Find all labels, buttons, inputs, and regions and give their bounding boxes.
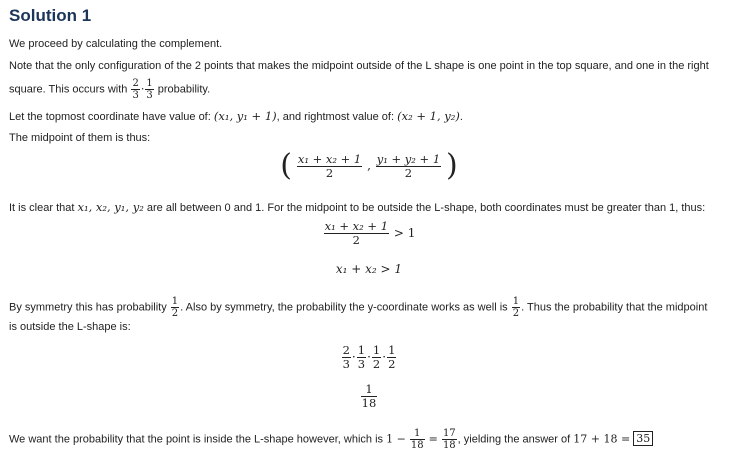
fraction-1-18 [410,428,425,451]
symmetry-text-pre: By symmetry this has probability [9,301,167,314]
numerator: 2 [132,78,139,89]
fraction-one-half-a [171,296,179,319]
dot-operator: · [382,350,387,364]
final-text-pre: We want the probability that the point is inside the L-shape however, which is [9,433,384,446]
denominator: 2 [171,308,179,319]
fraction-17-18 [442,428,457,451]
right-paren: ) [445,148,458,183]
denominator: 2 [297,166,362,180]
numerator: 17 [442,428,456,439]
numerator: x₁ + x₂ + 1 [324,219,389,233]
denominator: 2 [376,166,441,180]
denominator: 2 [512,308,520,319]
denominator: 18 [410,440,424,451]
inequality-fraction [324,220,389,247]
outside-line: is outside the L-shape is: [9,321,131,333]
denominator: 2 [372,357,381,371]
product-result [0,383,738,410]
probability-text-pre: square. This occurs with [9,83,128,96]
denominator: 2 [324,233,389,247]
product-factor-1 [342,344,351,371]
product-factor-3 [372,344,381,371]
product-factor-2 [357,344,366,371]
coordinates-line [9,109,463,124]
final-text-mid: , yielding the answer of [457,433,571,446]
symmetry-text-post: . Thus the probability that the midpoint [521,301,708,314]
topmost-coordinate: (x₁, y₁ + 1) [213,109,277,123]
denominator: 2 [388,357,396,371]
midpoint-x-fraction [297,153,362,180]
numerator: 1 [171,296,179,307]
midpoint-y-fraction [376,153,441,180]
coordinates-text-end: . [459,111,463,123]
numerator: 1 [512,296,520,307]
denominator: 18 [361,396,377,410]
boxed-answer: 35 [633,431,653,446]
numerator: x₁ + x₂ + 1 [297,151,362,166]
inequality-relation: > 1 [393,226,416,240]
final-answer-line [9,428,653,451]
probability-line [9,78,210,101]
configuration-line: Note that the only configuration of the 2 points that makes the midpoint outside of the L shape is one point in the top square, and one in the right [9,60,709,72]
equals-sign: = [428,432,438,446]
dot-operator: · [367,350,371,364]
dot-operator: · [351,350,356,364]
denominator: 18 [442,440,456,451]
left-paren: ( [280,148,292,183]
numerator: 1 [365,382,373,396]
fraction-one-half-b [512,296,520,319]
symmetry-text-mid: . Also by symmetry, the probability the y-coordinate works as well is [180,301,508,314]
coordinates-text-mid: , and rightmost value of: [276,111,395,123]
rightmost-coordinate: (x₂ + 1, y₂) [397,109,460,123]
solution-title: Solution 1 [9,6,92,25]
numerator: 1 [146,78,153,89]
product-factor-4 [387,344,396,371]
midpoint-equation [0,148,738,183]
denominator: 3 [357,357,366,371]
product-equation [0,344,738,371]
numerator: 1 [357,343,366,357]
comma: , [367,158,371,173]
numerator: 2 [342,343,350,357]
fraction-two-thirds [131,78,139,101]
answer-sum: 17 + 18 = [573,432,631,446]
inequality-equation [0,220,738,247]
one-minus: 1 − [386,432,406,446]
range-text-post: are all between 0 and 1. For the midpoint to be outside the L-shape, both coordinates must be greater than 1, thus: [146,202,706,214]
denominator: 3 [132,90,139,101]
dot-operator: · [140,82,145,96]
midpoint-intro-line: The midpoint of them is thus: [9,132,151,144]
symmetry-line [9,296,707,319]
range-line [9,200,705,215]
fraction-one-eighteenth [361,383,378,410]
probability-text-post: probability. [157,83,211,96]
range-text-pre: It is clear that [9,202,75,214]
fraction-one-third [145,78,153,101]
numerator: 1 [414,428,421,439]
numerator: 1 [388,343,396,357]
intro-line: We proceed by calculating the complement. [9,38,223,50]
denominator: 3 [146,90,153,101]
coordinates-text-pre: Let the topmost coordinate have value of: [9,111,211,123]
variables: x₁, x₂, y₁, y₂ [77,200,144,214]
numerator: y₁ + y₂ + 1 [376,151,441,166]
sum-inequality: x₁ + x₂ > 1 [335,262,403,276]
numerator: 1 [372,343,381,357]
denominator: 3 [342,357,350,371]
